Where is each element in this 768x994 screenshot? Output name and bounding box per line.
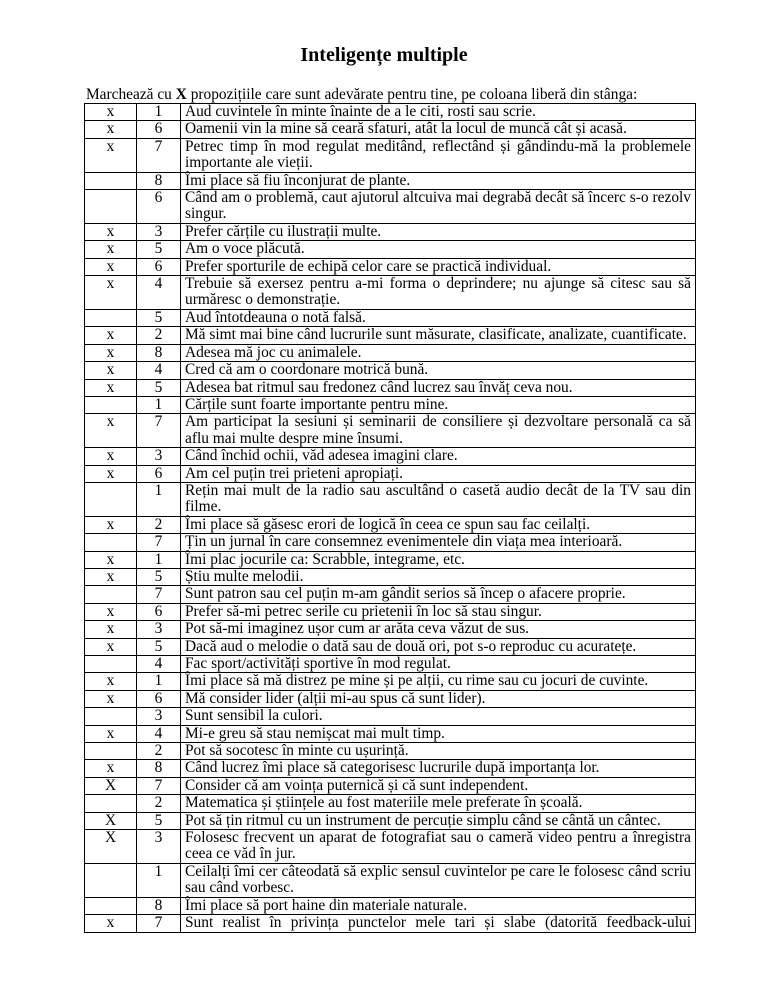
mark-cell[interactable]: x [85, 516, 137, 533]
statement-row [85, 190, 696, 224]
mark-cell[interactable] [85, 897, 137, 914]
mark-cell[interactable] [85, 482, 137, 516]
intelligence-number: 8 [137, 172, 181, 189]
statement-text: Îmi place să găsesc erori de logică în ceea ce spun sau fac ceilalți. [181, 516, 696, 533]
statement-text: Cărțile sunt foarte importante pentru mine. [181, 396, 696, 413]
mark-cell[interactable]: x [85, 258, 137, 275]
mark-cell[interactable] [85, 743, 137, 760]
mark-cell[interactable] [85, 534, 137, 551]
intelligence-number: 7 [137, 777, 181, 794]
intelligence-number: 5 [137, 241, 181, 258]
statement-text: Adesea bat ritmul sau fredonez când lucrez sau învăț ceva nou. [181, 379, 696, 396]
statement-row [85, 568, 696, 585]
mark-cell[interactable]: x [85, 241, 137, 258]
statement-row [85, 586, 696, 603]
mark-cell[interactable]: x [85, 327, 137, 344]
statement-text: Folosesc frecvent un aparat de fotografiat sau o cameră video pentru a înregistra ceea ce văd în jur. [181, 830, 696, 864]
statement-text: Sunt sensibil la culori. [181, 708, 696, 725]
statement-row [85, 465, 696, 482]
mark-cell[interactable]: x [85, 638, 137, 655]
statement-text: Prefer să-mi petrec serile cu prietenii în loc să stau singur. [181, 603, 696, 620]
statement-text: Pot să socotesc în minte cu ușurință. [181, 743, 696, 760]
statement-text: Mi-e greu să stau nemișcat mai mult timp. [181, 725, 696, 742]
intelligence-number: 6 [137, 258, 181, 275]
statement-row [85, 690, 696, 707]
statement-row [85, 121, 696, 138]
intelligence-number: 4 [137, 725, 181, 742]
statement-text: Mă consider lider (alții mi-au spus că sunt lider). [181, 690, 696, 707]
statement-text: Trebuie să exersez pentru a-mi forma o deprindere; nu ajunge să citesc sau să urmăresc o demonstrație. [181, 276, 696, 310]
statement-text: Mă simt mai bine când lucrurile sunt măsurate, clasificate, analizate, cuantificate. [181, 327, 696, 344]
statement-text: Rețin mai mult de la radio sau ascultând o casetă audio decât de la TV sau din filme. [181, 482, 696, 516]
statement-text: Îmi place să mă distrez pe mine și pe alții, cu rime sau cu jocuri de cuvinte. [181, 673, 696, 690]
statement-text: Dacă aud o melodie o dată sau de două ori, pot s-o reproduc cu acuratețe. [181, 638, 696, 655]
mark-cell[interactable]: x [85, 690, 137, 707]
statement-row [85, 656, 696, 673]
statement-row [85, 897, 696, 914]
mark-cell[interactable]: x [85, 138, 137, 172]
statement-row [85, 915, 696, 932]
mark-cell[interactable] [85, 586, 137, 603]
mark-cell[interactable] [85, 708, 137, 725]
intelligence-number: 1 [137, 551, 181, 568]
intelligence-number: 2 [137, 327, 181, 344]
intelligence-number: 6 [137, 121, 181, 138]
intelligence-number: 2 [137, 516, 181, 533]
statement-row [85, 448, 696, 465]
statement-row [85, 812, 696, 829]
statement-row [85, 104, 696, 121]
mark-cell[interactable]: x [85, 915, 137, 932]
statement-row [85, 725, 696, 742]
statement-text: Când închid ochii, văd adesea imagini clare. [181, 448, 696, 465]
intelligence-number: 3 [137, 708, 181, 725]
statement-row [85, 603, 696, 620]
statement-row [85, 673, 696, 690]
intelligence-number: 7 [137, 586, 181, 603]
statement-text: Adesea mă joc cu animalele. [181, 344, 696, 361]
statement-row [85, 638, 696, 655]
statement-text: Oamenii vin la mine să ceară sfaturi, atât la locul de muncă cât și acasă. [181, 121, 696, 138]
statement-text: Îmi plac jocurile ca: Scrabble, integrame, etc. [181, 551, 696, 568]
mark-cell[interactable]: x [85, 673, 137, 690]
mark-cell[interactable] [85, 309, 137, 326]
intelligence-number: 5 [137, 379, 181, 396]
intelligence-number: 4 [137, 656, 181, 673]
mark-cell[interactable]: x [85, 223, 137, 240]
intelligence-number: 6 [137, 190, 181, 224]
instructions [86, 86, 637, 103]
mark-cell[interactable]: x [85, 414, 137, 448]
mark-cell[interactable]: x [85, 621, 137, 638]
statement-text: Consider că am voința puternică și că sunt independent. [181, 777, 696, 794]
mark-cell[interactable]: x [85, 603, 137, 620]
mark-cell[interactable]: x [85, 121, 137, 138]
intelligence-number: 5 [137, 638, 181, 655]
statement-text: Aud cuvintele în minte înainte de a le citi, rosti sau scrie. [181, 104, 696, 121]
intelligence-number: 6 [137, 465, 181, 482]
statement-row [85, 344, 696, 361]
mark-cell[interactable] [85, 190, 137, 224]
statement-text: Am participat la sesiuni și seminarii de consiliere și dezvoltare personală ca să aflu mai multe despre mine însumi. [181, 414, 696, 448]
intelligence-number: 5 [137, 812, 181, 829]
statement-row [85, 777, 696, 794]
mark-cell[interactable]: x [85, 760, 137, 777]
intelligence-number: 2 [137, 795, 181, 812]
statement-text: Sunt realist în privința punctelor mele tari și slabe (datorită feedback-ului [181, 915, 696, 932]
statement-row [85, 795, 696, 812]
statement-text: Sunt patron sau cel puțin m-am gândit serios să încep o afacere proprie. [181, 586, 696, 603]
mark-cell[interactable]: X [85, 812, 137, 829]
mark-cell[interactable]: x [85, 344, 137, 361]
mark-cell[interactable]: x [85, 276, 137, 310]
intelligence-number: 3 [137, 223, 181, 240]
intelligence-number: 8 [137, 760, 181, 777]
statement-text: Fac sport/activități sportive în mod regulat. [181, 656, 696, 673]
intelligence-number: 6 [137, 603, 181, 620]
statement-row [85, 534, 696, 551]
mark-cell[interactable]: x [85, 465, 137, 482]
statement-text: Am cel puțin trei prieteni apropiați. [181, 465, 696, 482]
intelligence-number: 1 [137, 863, 181, 897]
intelligence-number: 4 [137, 276, 181, 310]
statement-row [85, 362, 696, 379]
mark-cell[interactable]: x [85, 362, 137, 379]
intelligence-number: 3 [137, 621, 181, 638]
mark-cell[interactable] [85, 863, 137, 897]
page-title: Inteligențe multiple [300, 44, 468, 66]
mark-cell[interactable]: x [85, 448, 137, 465]
intelligence-number: 6 [137, 690, 181, 707]
intelligence-number: 1 [137, 673, 181, 690]
statement-row [85, 172, 696, 189]
statement-row [85, 396, 696, 413]
mark-cell[interactable]: x [85, 551, 137, 568]
intelligence-number: 7 [137, 414, 181, 448]
statement-text: Știu multe melodii. [181, 568, 696, 585]
statement-row [85, 516, 696, 533]
instructions-text-start: Marchează cu [86, 86, 176, 103]
mark-cell[interactable]: x [85, 104, 137, 121]
intelligence-number: 4 [137, 362, 181, 379]
intelligence-number: 5 [137, 309, 181, 326]
mark-cell[interactable]: x [85, 379, 137, 396]
statement-row [85, 708, 696, 725]
intelligence-number: 7 [137, 915, 181, 932]
mark-cell[interactable] [85, 172, 137, 189]
instructions-mark: X [175, 86, 187, 103]
statement-row [85, 223, 696, 240]
intelligence-number: 2 [137, 743, 181, 760]
mark-cell[interactable]: X [85, 830, 137, 864]
statement-text: Prefer cărțile cu ilustrații multe. [181, 223, 696, 240]
mark-cell[interactable]: x [85, 568, 137, 585]
statement-text: Pot să-mi imaginez ușor cum ar arăta ceva văzut de sus. [181, 621, 696, 638]
statement-text: Prefer sporturile de echipă celor care se practică individual. [181, 258, 696, 275]
statement-row [85, 621, 696, 638]
intelligence-number: 3 [137, 830, 181, 864]
intelligence-number: 1 [137, 482, 181, 516]
statement-text: Matematica și științele au fost materiile mele preferate în școală. [181, 795, 696, 812]
statement-text: Cred că am o coordonare motrică bună. [181, 362, 696, 379]
mark-cell[interactable]: x [85, 725, 137, 742]
statement-text: Am o voce plăcută. [181, 241, 696, 258]
statement-row [85, 241, 696, 258]
statement-row [85, 760, 696, 777]
intelligence-number: 5 [137, 568, 181, 585]
statement-row [85, 743, 696, 760]
statement-text: Îmi place să fiu înconjurat de plante. [181, 172, 696, 189]
mark-cell[interactable] [85, 795, 137, 812]
statement-row [85, 482, 696, 516]
statement-text: Aud întotdeauna o notă falsă. [181, 309, 696, 326]
statement-text: Ceilalți îmi cer câteodată să explic sensul cuvintelor pe care le folosesc când scriu sau când vorbesc. [181, 863, 696, 897]
intelligence-number: 8 [137, 897, 181, 914]
statement-text: Petrec timp în mod regulat meditând, reflectând și gândindu-mă la problemele importante ale vieții. [181, 138, 696, 172]
intelligence-number: 7 [137, 534, 181, 551]
mark-cell[interactable]: X [85, 777, 137, 794]
statement-row [85, 258, 696, 275]
statement-row [85, 379, 696, 396]
intelligence-number: 7 [137, 138, 181, 172]
statement-row [85, 138, 696, 172]
statement-row [85, 414, 696, 448]
statement-text: Pot să țin ritmul cu un instrument de percuție simplu când se cântă un cântec. [181, 812, 696, 829]
statement-row [85, 276, 696, 310]
mark-cell[interactable] [85, 396, 137, 413]
statement-row [85, 551, 696, 568]
intelligence-number: 8 [137, 344, 181, 361]
statement-row [85, 327, 696, 344]
statement-row [85, 863, 696, 897]
intelligence-number: 1 [137, 396, 181, 413]
statement-text: Țin un jurnal în care consemnez evenimentele din viața mea interioară. [181, 534, 696, 551]
statements-table [84, 103, 696, 933]
mark-cell[interactable] [85, 656, 137, 673]
statement-text: Când am o problemă, caut ajutorul altcuiva mai degrabă decât să încerc s-o rezolv singur. [181, 190, 696, 224]
instructions-text-end: propozițiile care sunt adevărate pentru tine, pe coloana liberă din stânga: [186, 86, 638, 103]
statement-row [85, 309, 696, 326]
statement-text: Îmi place să port haine din materiale naturale. [181, 897, 696, 914]
intelligence-number: 3 [137, 448, 181, 465]
statement-row [85, 830, 696, 864]
statement-text: Când lucrez îmi place să categorisesc lucrurile după importanța lor. [181, 760, 696, 777]
intelligence-number: 1 [137, 104, 181, 121]
